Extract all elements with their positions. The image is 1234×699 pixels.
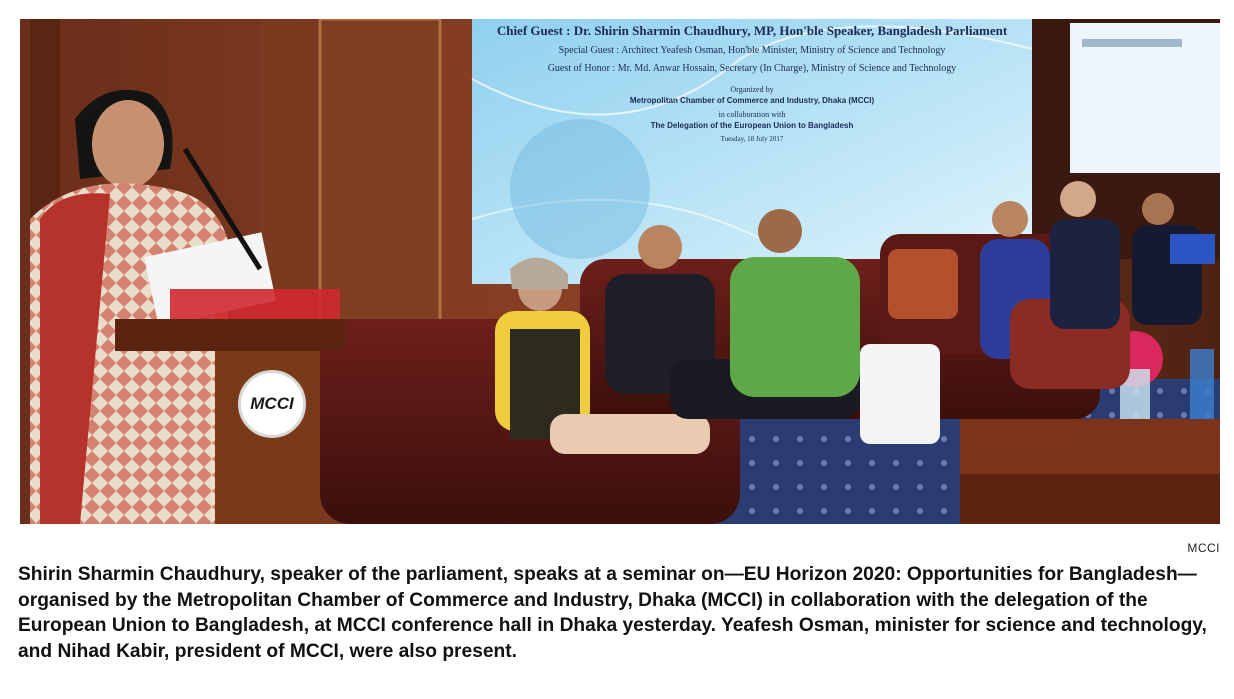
news-photo xyxy=(20,19,1220,524)
banner-organizer: Metropolitan Chamber of Commerce and Industry, Dhaka (MCCI) xyxy=(629,96,875,105)
banner-partner: The Delegation of the European Union to Bangladesh xyxy=(650,121,854,130)
banner-special-guest: Special Guest : Architect Yeafesh Osman, Hon'ble Minister, Ministry of Science and Technology xyxy=(558,45,946,56)
seminar-banner xyxy=(472,19,1032,284)
photo-caption: Shirin Sharmin Chaudhury, speaker of the parliament, speaks at a seminar on—EU Horizon 2020: Opportunities for Bangladesh—organised by the Metropolitan Chamber of Commerce and Industry, Dhaka (MCCI) in collaboration with the delegation of the European Union to Bangladesh, at MCCI conference hall in Dhaka yesterday. Yeafesh Osman, minister for science and technology, and Nihad Kabir, president of MCCI, were also present. xyxy=(18,564,1207,662)
banner-collaboration: in collaboration with xyxy=(718,110,786,119)
banner-organized-by: Organized by xyxy=(730,85,774,94)
photo-credit: MCCI xyxy=(1187,541,1220,555)
banner-chief-guest: Chief Guest : Dr. Shirin Sharmin Chaudhury, MP, Hon'ble Speaker, Bangladesh Parliament xyxy=(496,23,1008,38)
banner-guest-of-honor: Guest of Honor : Mr. Md. Anwar Hossain, Secretary (In Charge), Ministry of Science and Technology xyxy=(547,63,957,74)
banner-date: Tuesday, 18 July 2017 xyxy=(720,135,784,143)
podium-logo: MCCI xyxy=(238,370,306,438)
